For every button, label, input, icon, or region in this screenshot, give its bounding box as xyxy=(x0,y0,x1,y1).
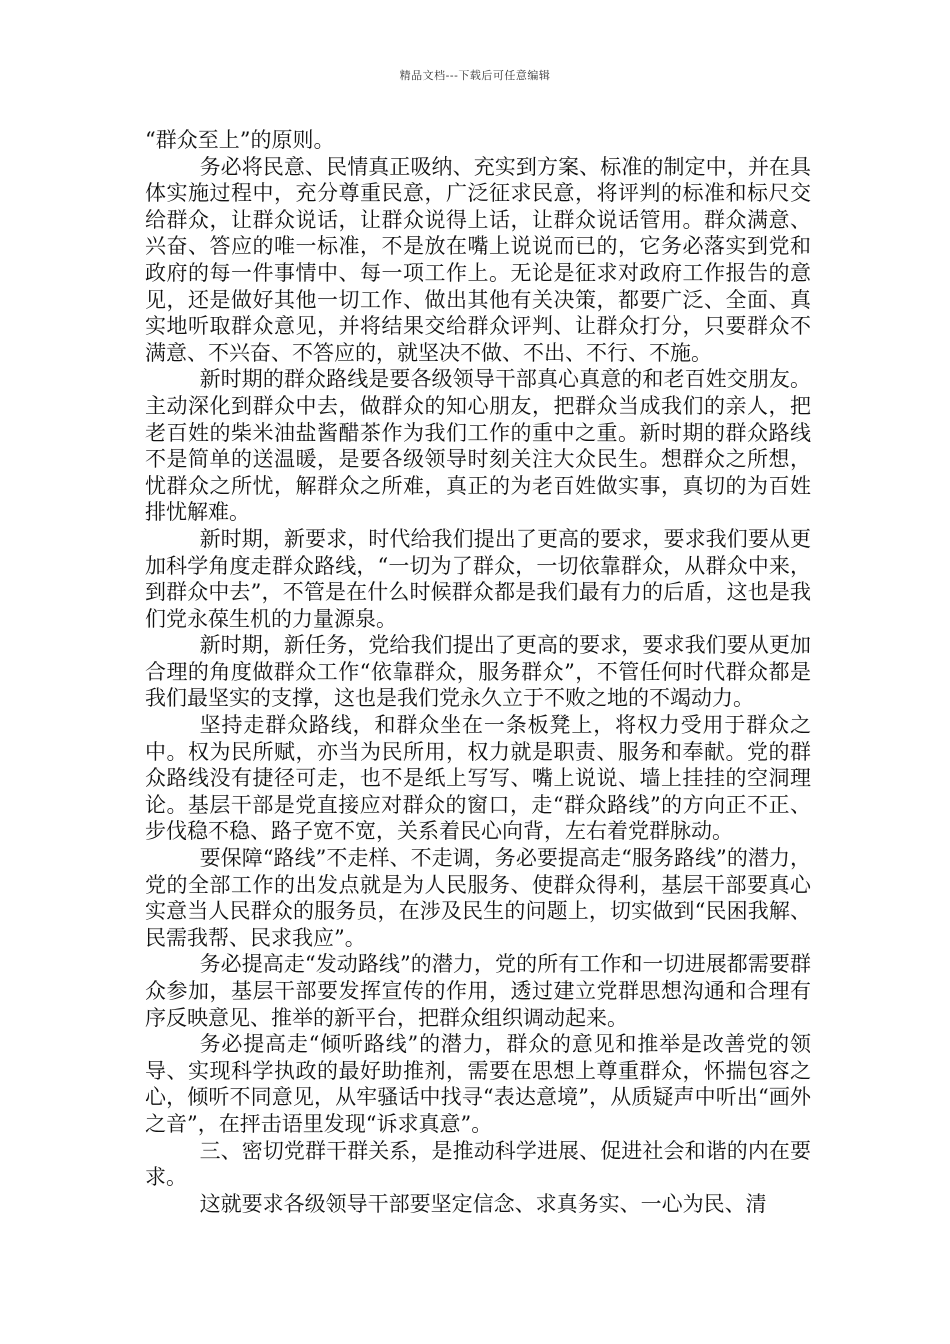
document-body xyxy=(145,127,811,1217)
paragraph: 务必提高走“发动路线”的潜力，党的所有工作和一切进展都需要群众参加，基层干部要发挥宣传的作用，透过建立党群思想沟通和合理有序反映意见、推举的新平台，把群众组织调动起来。 xyxy=(145,952,811,1030)
paragraph: 务必将民意、民情真正吸纳、充实到方案、标准的制定中，并在具体实施过程中，充分尊重民意，广泛征求民意，将评判的标准和标尺交给群众，让群众说话，让群众说得上话，让群众说话管用。群众满意、兴奋、答应的唯一标准，不是放在嘴上说说而已的，它务必落实到党和政府的每一件事情中、每一项工作上。无论是征求对政府工作报告的意见，还是做好其他一切工作、做出其他有关决策，都要广泛、全面、真实地听取群众意见，并将结果交给群众评判、让群众打分，只要群众不满意、不兴奋、不答应的，就坚决不做、不出、不行、不施。 xyxy=(145,154,811,365)
paragraph: 新时期，新要求，时代给我们提出了更高的要求，要求我们要从更加科学角度走群众路线，“一切为了群众，一切依靠群众，从群众中来，到群众中去”，不管是在什么时候群众都是我们最有力的后盾，这也是我们党永葆生机的力量源泉。 xyxy=(145,526,811,631)
section-heading: 三、密切党群干群关系，是推动科学进展、促进社会和谐的内在要求。 xyxy=(145,1138,811,1190)
paragraph: 这就要求各级领导干部要坚定信念、求真务实、一心为民、清 xyxy=(199,1191,767,1216)
paragraph: “群众至上”的原则。 xyxy=(145,128,335,152)
paragraph: 要保障“路线”不走样、不走调，务必要提高走“服务路线”的潜力，党的全部工作的出发点就是为人民服务、使群众得利，基层干部要真心实意当人民群众的服务员，在涉及民生的问题上，切实做到“民困我解、民需我帮、民求我应”。 xyxy=(145,846,811,950)
paragraph: 新时期，新任务，党给我们提出了更高的要求，要求我们要从更加合理的角度做群众工作“依靠群众，服务群众”，不管任何时代群众都是我们最坚实的支撑，这也是我们党永久立于不败之地的不竭动力。 xyxy=(145,633,811,711)
paragraph: 务必提高走“倾听路线”的潜力，群众的意见和推举是改善党的领导、实现科学执政的最好助推剂，需要在思想上尊重群众，怀揣包容之心，倾听不同意见，从牢骚话中找寻“表达意境”，从质疑声中听出“画外之音”，在抨击语里发现“诉求真意”。 xyxy=(145,1032,811,1136)
paragraph: 新时期的群众路线是要各级领导干部真心真意的和老百姓交朋友。主动深化到群众中去，做群众的知心朋友，把群众当成我们的亲人，把老百姓的柴米油盐酱醋茶作为我们工作的重中之重。新时期的群众路线不是简单的送温暖，是要各级领导时刻关注大众民生。想群众之所想，忧群众之所忧，解群众之所难，真正的为老百姓做实事，真切的为百姓排忧解难。 xyxy=(145,367,811,525)
paragraph: 坚持走群众路线，和群众坐在一条板凳上，将权力受用于群众之中。权为民所赋，亦当为民所用，权力就是职责、服务和奉献。党的群众路线没有捷径可走，也不是纸上写写、嘴上说说、墙上挂挂的空洞理论。基层干部是党直接应对群众的窗口，走“群众路线”的方向正不正、步伐稳不稳、路子宽不宽，关系着民心向背，左右着党群脉动。 xyxy=(145,713,811,844)
page-header: 精品文档---下载后可任意编辑 xyxy=(399,69,551,82)
